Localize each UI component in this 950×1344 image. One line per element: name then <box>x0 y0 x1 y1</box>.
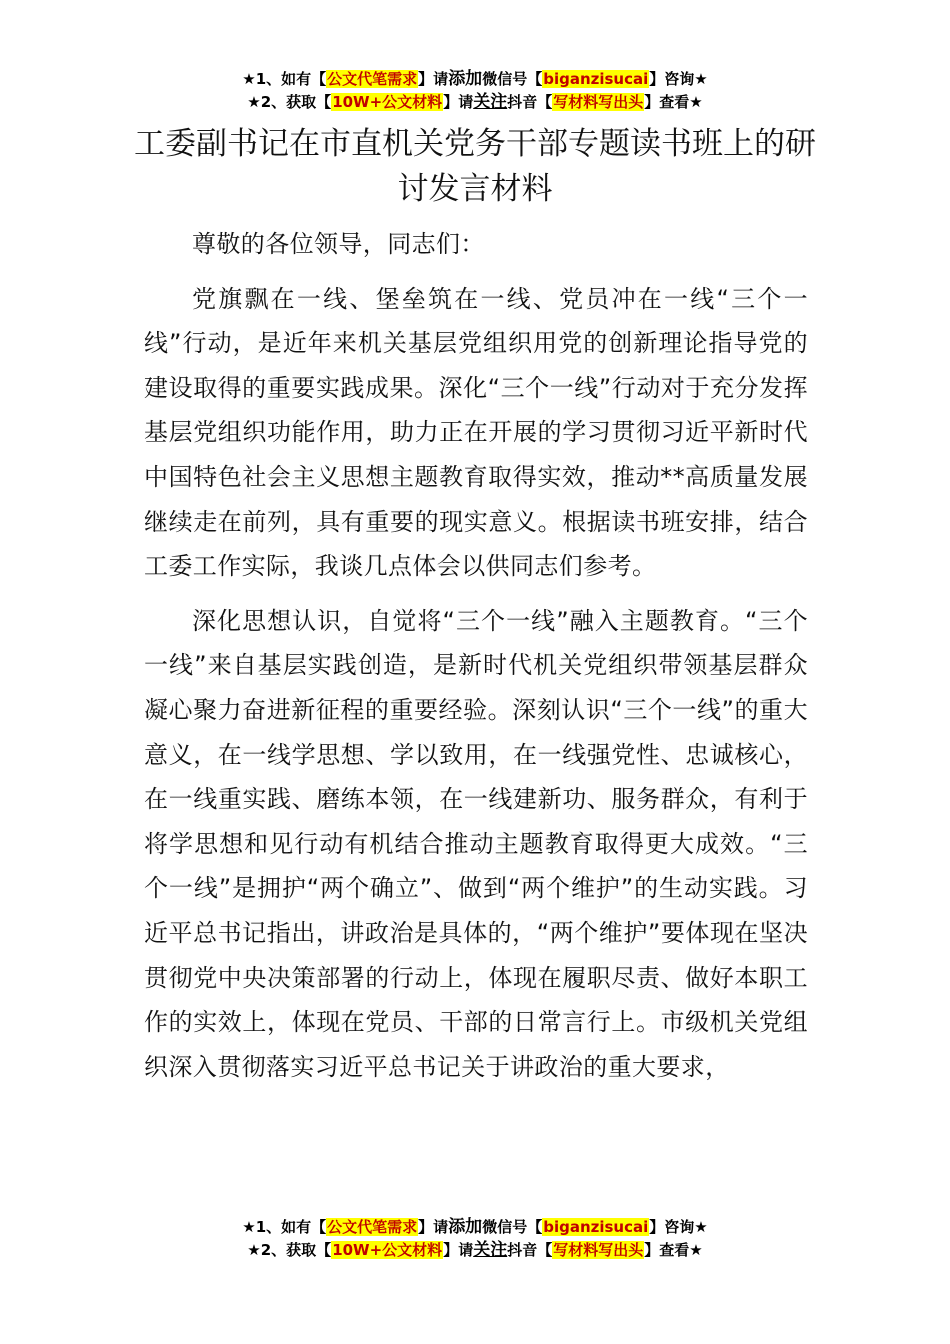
promo-line-2 <box>0 91 950 114</box>
salutation: 尊敬的各位领导，同志们： <box>192 230 485 258</box>
promo-highlight: 写材料写出头 <box>553 93 644 111</box>
promo-text: ★1、如有【 <box>242 70 327 88</box>
promo-highlight: 公文代笔需求 <box>327 1218 418 1236</box>
promo-text: 】咨询★ <box>649 1218 708 1236</box>
promo-text: 抖音【 <box>507 93 553 111</box>
promo-highlight: 10W+公文材料 <box>332 1241 443 1259</box>
promo-text: ★2、获取【 <box>247 93 332 111</box>
promo-text: 】查看★ <box>644 93 703 111</box>
promo-highlight: biganzisucai <box>543 1218 649 1236</box>
promo-text: 】请 <box>443 1241 474 1259</box>
promo-emphasis: 关注 <box>473 1240 508 1260</box>
document-title: 工委副书记在市直机关党务干部专题读书班上的研讨发言材料 <box>134 126 816 207</box>
promo-emphasis: 添加 <box>448 1217 483 1237</box>
promo-line-2 <box>0 1239 950 1262</box>
promo-highlight: 公文代笔需求 <box>327 70 418 88</box>
promo-emphasis: 关注 <box>473 92 508 112</box>
promo-text: ★2、获取【 <box>247 1241 332 1259</box>
promo-highlight: 10W+公文材料 <box>332 93 443 111</box>
promo-line-1 <box>0 1216 950 1239</box>
document-body <box>144 222 808 1089</box>
promo-text: 微信号【 <box>482 1218 543 1236</box>
promo-highlight: biganzisucai <box>543 70 649 88</box>
promo-text: 】请 <box>418 1218 449 1236</box>
promo-banner-top <box>0 68 950 114</box>
promo-banner-bottom <box>0 1216 950 1262</box>
promo-line-1 <box>0 68 950 91</box>
promo-text: ★1、如有【 <box>242 1218 327 1236</box>
body-paragraph-2: 深化思想认识，自觉将“三个一线”融入主题教育。“三个一线”来自基层实践创造，是新时代机关党组织带领基层群众凝心聚力奋进新征程的重要经验。深刻认识“三个一线”的重大意义，在一线学思想、学以致用，在一线强党性、忠诚核心，在一线重实践、磨练本领，在一线建新功、服务群众，有利于将学思想和见行动有机结合推动主题教育取得更大成效。“三个一线”是拥护“两个确立”、做到“两个维护”的生动实践。习近平总书记指出，讲政治是具体的，“两个维护”要体现在坚决贯彻党中央决策部署的行动上，体现在履职尽责、做好本职工作的实效上，体现在党员、干部的日常言行上。市级机关党组织深入贯彻落实习近平总书记关于讲政治的重大要求， <box>144 606 808 1081</box>
promo-highlight: 写材料写出头 <box>553 1241 644 1259</box>
promo-text: 】查看★ <box>644 1241 703 1259</box>
promo-text: 抖音【 <box>507 1241 553 1259</box>
promo-text: 】咨询★ <box>649 70 708 88</box>
promo-emphasis: 添加 <box>448 69 483 89</box>
promo-text: 微信号【 <box>482 70 543 88</box>
promo-text: 】请 <box>443 93 474 111</box>
body-paragraph-1: 党旗飘在一线、堡垒筑在一线、党员冲在一线“三个一线”行动，是近年来机关基层党组织用党的创新理论指导党的建设取得的重要实践成果。深化“三个一线”行动对于充分发挥基层党组织功能作用，助力正在开展的学习贯彻习近平新时代中国特色社会主义思想主题教育取得实效，推动**高质量发展继续走在前列，具有重要的现实意义。根据读书班安排，结合工委工作实际，我谈几点体会以供同志们参考。 <box>144 284 808 581</box>
promo-text: 】请 <box>418 70 449 88</box>
